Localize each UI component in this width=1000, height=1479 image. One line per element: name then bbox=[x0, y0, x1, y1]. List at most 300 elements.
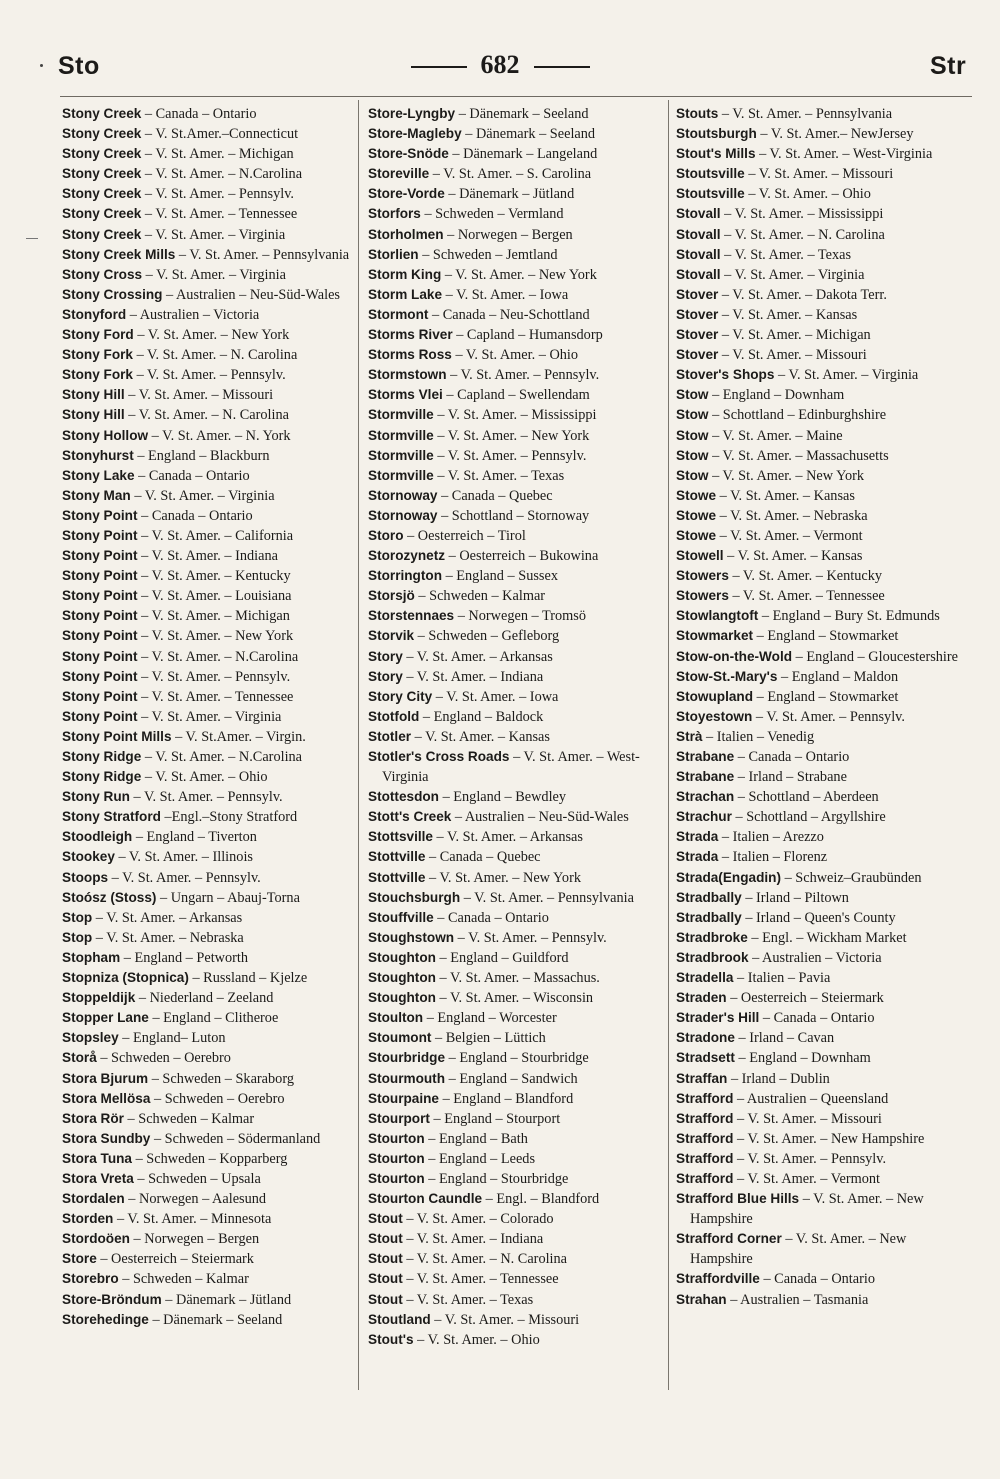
entry-place-name: Strafford bbox=[676, 1090, 734, 1106]
gazetteer-entry bbox=[368, 787, 662, 807]
entry-place-name: Stora Rör bbox=[62, 1110, 124, 1126]
entry-place-name: Stott's Creek bbox=[368, 809, 452, 825]
entry-location: – Capland – Humansdorp bbox=[456, 327, 603, 344]
entry-place-name: Stowe bbox=[676, 527, 717, 543]
entry-location: – V. St. Amer. – Pennsylv. bbox=[437, 447, 587, 464]
gazetteer-entry bbox=[62, 647, 352, 667]
entry-place-name: Storvik bbox=[368, 628, 415, 644]
entry-location: – V. St. Amer. – Louisiana bbox=[141, 588, 292, 605]
entry-location: – V. St. Amer. – Virginia bbox=[141, 708, 282, 725]
entry-place-name: Stony Ridge bbox=[62, 769, 142, 785]
entry-location: – Italien – Arezzo bbox=[721, 829, 824, 846]
entry-location: – V. St. Amer. – N.Carolina bbox=[144, 166, 303, 183]
entry-location: – V. St. Amer. – Virginia bbox=[724, 266, 865, 283]
entry-location: – V. St. Amer. – Missouri bbox=[721, 347, 867, 364]
gazetteer-entry bbox=[368, 1209, 662, 1229]
gazetteer-entry bbox=[368, 1149, 662, 1169]
entry-location: – England – Bury St. Edmunds bbox=[761, 608, 940, 625]
entry-place-name: Stormville bbox=[368, 467, 434, 483]
header-dash-left bbox=[411, 66, 467, 68]
entry-place-name: Stouchsburgh bbox=[368, 889, 461, 905]
gazetteer-entry bbox=[62, 1209, 352, 1229]
entry-place-name: Stornoway bbox=[368, 487, 438, 503]
entry-place-name: Strachur bbox=[676, 809, 732, 825]
gazetteer-entry bbox=[368, 1028, 662, 1048]
entry-place-name: Stop bbox=[62, 929, 93, 945]
gazetteer-entry bbox=[368, 526, 662, 546]
entry-location: – Irland – Dublin bbox=[730, 1070, 830, 1087]
gazetteer-entry bbox=[368, 1008, 662, 1028]
entry-place-name: Stottville bbox=[368, 849, 426, 865]
entry-location: – V. St. Amer. – Pennsylv. bbox=[133, 789, 283, 806]
entry-location: – V. St. Amer. – Tennessee bbox=[732, 588, 885, 605]
gazetteer-entry bbox=[676, 184, 972, 204]
entry-location: – V. St. Amer. – New York bbox=[444, 266, 597, 283]
entry-place-name: Stradsett bbox=[676, 1050, 735, 1066]
entry-location: – V. St. Amer. – Ohio bbox=[455, 347, 579, 364]
gazetteer-entry bbox=[676, 345, 972, 365]
entry-place-name: Stottsville bbox=[368, 829, 433, 845]
entry-place-name: Stony Run bbox=[62, 789, 130, 805]
gazetteer-entry bbox=[368, 707, 662, 727]
gazetteer-entry bbox=[62, 868, 352, 888]
column-1 bbox=[62, 104, 352, 1330]
entry-place-name: Stourton bbox=[368, 1150, 425, 1166]
entry-location: – V. St. Amer. – N.Carolina bbox=[144, 749, 303, 765]
entry-location: – V. St. Amer. – Kentucky bbox=[732, 568, 883, 585]
entry-place-name: Stradbally bbox=[676, 889, 742, 905]
entry-place-name: Stowell bbox=[676, 548, 724, 564]
entry-place-name: Stony Creek bbox=[62, 166, 142, 182]
entry-place-name: Store bbox=[62, 1251, 97, 1267]
entry-location: – V. St. Amer. – Michigan bbox=[721, 327, 871, 344]
gazetteer-entry bbox=[62, 988, 352, 1008]
entry-location: – V. St. Amer. – Pennsylvania bbox=[178, 246, 350, 263]
gazetteer-entry bbox=[368, 506, 662, 526]
entry-location: – V. St. Amer. – Kansas bbox=[414, 728, 550, 745]
entry-place-name: Stovall bbox=[676, 226, 721, 242]
gazetteer-entry bbox=[62, 707, 352, 727]
gazetteer-entry bbox=[676, 446, 972, 466]
entry-place-name: Stoppeldijk bbox=[62, 990, 136, 1006]
entry-place-name: Stony Hollow bbox=[62, 427, 149, 443]
gazetteer-entry bbox=[368, 586, 662, 606]
entry-location: – V. St. Amer. – Kentucky bbox=[141, 568, 291, 585]
entry-place-name: Stradella bbox=[676, 970, 734, 986]
entry-place-name: Stopper Lane bbox=[62, 1010, 149, 1026]
entry-location: – Canada – Ontario bbox=[737, 749, 850, 765]
gazetteer-entry bbox=[368, 1169, 662, 1189]
entry-location: – Norwegen – Aalesund bbox=[128, 1191, 267, 1208]
entry-place-name: Stottville bbox=[368, 869, 426, 885]
entry-place-name: Storehedinge bbox=[62, 1311, 149, 1327]
entry-location: – V. St. Amer. – West-Virginia bbox=[759, 146, 933, 163]
gazetteer-entry bbox=[368, 968, 662, 988]
gazetteer-entry bbox=[368, 1048, 662, 1068]
entry-location: – V. St. Amer. – Ohio bbox=[144, 769, 268, 786]
entry-place-name: Stony Creek bbox=[62, 186, 142, 202]
entry-place-name: Stovall bbox=[676, 266, 721, 282]
entry-place-name: Stony Creek bbox=[62, 126, 142, 142]
gazetteer-entry bbox=[676, 506, 972, 526]
gazetteer-entry bbox=[62, 747, 352, 767]
entry-place-name: Stow bbox=[676, 447, 709, 463]
gazetteer-entry bbox=[676, 566, 972, 586]
gazetteer-entry bbox=[368, 466, 662, 486]
entry-place-name: Stoughton bbox=[368, 970, 436, 986]
gazetteer-entry bbox=[368, 687, 662, 707]
entry-place-name: Store-Lyngby bbox=[368, 106, 456, 121]
entry-place-name: Storholmen bbox=[368, 226, 444, 242]
entry-place-name: Stony Point bbox=[62, 568, 138, 584]
gazetteer-entry bbox=[676, 104, 972, 124]
entry-location: – V. St. Amer. – Pennsylv. bbox=[136, 367, 286, 384]
gazetteer-entry bbox=[62, 1290, 352, 1310]
entry-location: – Dänemark – Seeland bbox=[458, 106, 589, 122]
entry-place-name: Stover bbox=[676, 347, 719, 363]
gazetteer-entry bbox=[676, 265, 972, 285]
gazetteer-entry bbox=[62, 687, 352, 707]
entry-location: – V. St. Amer. – Michigan bbox=[144, 146, 294, 163]
gazetteer-entry bbox=[676, 807, 972, 827]
gazetteer-entry bbox=[62, 486, 352, 506]
entry-place-name: Storrington bbox=[368, 568, 442, 584]
entry-location: – Canada – Ontario bbox=[138, 467, 250, 484]
entry-place-name: Stony Point bbox=[62, 648, 138, 664]
entry-place-name: Stow bbox=[676, 427, 709, 443]
gazetteer-entry bbox=[676, 1129, 972, 1149]
entry-place-name: Strafford Corner bbox=[676, 1231, 782, 1247]
entry-place-name: Stony Ridge bbox=[62, 749, 142, 764]
entry-place-name: Stony Creek bbox=[62, 206, 142, 222]
entry-place-name: Stover's Shops bbox=[676, 367, 775, 383]
gazetteer-entry bbox=[62, 1229, 352, 1249]
gazetteer-entry bbox=[368, 1129, 662, 1149]
entry-place-name: Stow-on-the-Wold bbox=[676, 648, 793, 664]
entry-location: – Australien – Tasmania bbox=[730, 1291, 869, 1308]
entry-location: – V. St. Amer. – Texas bbox=[724, 246, 852, 263]
gazetteer-entry bbox=[368, 204, 662, 224]
entry-place-name: Strachan bbox=[676, 789, 735, 805]
gazetteer-entry bbox=[62, 265, 352, 285]
gazetteer-entry bbox=[62, 727, 352, 747]
gazetteer-entry bbox=[676, 687, 972, 707]
entry-location: – Dänemark – Langeland bbox=[452, 146, 598, 163]
entry-location: – V. St. Amer. – New Hampshire bbox=[736, 1130, 925, 1147]
entry-location: – Schweden – Gefleborg bbox=[417, 628, 560, 645]
gazetteer-entry bbox=[368, 225, 662, 245]
gazetteer-entry bbox=[676, 1089, 972, 1109]
entry-place-name: Stopsley bbox=[62, 1030, 119, 1046]
entry-place-name: Stora Vreta bbox=[62, 1170, 134, 1186]
gazetteer-entry bbox=[368, 1290, 662, 1310]
gazetteer-entry bbox=[62, 667, 352, 687]
gazetteer-entry bbox=[676, 968, 972, 988]
entry-place-name: Storlien bbox=[368, 246, 419, 262]
entry-location: – V. St. Amer. – Mississippi bbox=[724, 206, 884, 223]
gazetteer-entry bbox=[62, 1089, 352, 1109]
gazetteer-entry bbox=[368, 988, 662, 1008]
gazetteer-entry bbox=[62, 847, 352, 867]
gazetteer-entry bbox=[676, 204, 972, 224]
entry-place-name: Stout's Mills bbox=[676, 146, 756, 162]
gazetteer-entry bbox=[676, 747, 972, 767]
gazetteer-entry bbox=[62, 184, 352, 204]
entry-location: – V. St. Amer. – Pennsylvania bbox=[721, 106, 893, 122]
gazetteer-entry bbox=[62, 405, 352, 425]
gazetteer-entry bbox=[676, 586, 972, 606]
entry-location: – Schweden – Kalmar bbox=[127, 1110, 255, 1127]
entry-location: – Schottland – Aberdeen bbox=[737, 789, 879, 806]
gazetteer-entry bbox=[62, 526, 352, 546]
entry-place-name: Strabane bbox=[676, 749, 735, 764]
gazetteer-entry bbox=[62, 225, 352, 245]
gazetteer-entry bbox=[676, 164, 972, 184]
entry-place-name: Stradbally bbox=[676, 909, 742, 925]
gazetteer-entry bbox=[676, 606, 972, 626]
entry-location: – Schottland – Stornoway bbox=[441, 507, 590, 524]
entry-location: – Norwegen – Bergen bbox=[133, 1231, 260, 1248]
entry-place-name: Strafford bbox=[676, 1170, 734, 1186]
entry-location: – V. St. Amer. – Pennsylv. bbox=[144, 186, 294, 203]
header-dash-right bbox=[534, 66, 590, 68]
entry-location: – V. St. Amer. – Nebraska bbox=[719, 507, 868, 524]
entry-place-name: Stowmarket bbox=[676, 628, 754, 644]
gazetteer-entry bbox=[368, 405, 662, 425]
gazetteer-entry bbox=[62, 1249, 352, 1269]
entry-location: – V. St. Amer. – Vermont bbox=[719, 527, 863, 544]
gazetteer-entry bbox=[368, 184, 662, 204]
entry-location: – England – Downham bbox=[738, 1050, 871, 1067]
gazetteer-entry bbox=[676, 1269, 972, 1289]
entry-location: – England – Stowmarket bbox=[756, 628, 899, 645]
entry-place-name: Straffordville bbox=[676, 1271, 760, 1287]
gazetteer-entry bbox=[676, 1149, 972, 1169]
gazetteer-entry bbox=[368, 285, 662, 305]
entry-place-name: Stony Creek bbox=[62, 226, 142, 242]
entry-place-name: Stourpaine bbox=[368, 1090, 439, 1106]
entry-location: – V. St. Amer. – Mississippi bbox=[437, 407, 597, 424]
gazetteer-entry bbox=[676, 667, 972, 687]
entry-place-name: Strada bbox=[676, 849, 719, 865]
gazetteer-entry bbox=[368, 888, 662, 908]
gazetteer-entry bbox=[368, 1109, 662, 1129]
entry-location: – V. St. Amer. – N. York bbox=[151, 427, 291, 444]
gazetteer-entry bbox=[368, 124, 662, 144]
gazetteer-entry bbox=[676, 1109, 972, 1129]
entry-place-name: Stormville bbox=[368, 407, 434, 423]
entry-place-name: Stony Creek bbox=[62, 146, 142, 162]
gazetteer-entry bbox=[368, 1269, 662, 1289]
entry-location: – Schweden – Jemtland bbox=[422, 246, 558, 263]
entry-place-name: Storm Lake bbox=[368, 286, 443, 302]
entry-place-name: Stowe bbox=[676, 487, 717, 503]
gazetteer-entry bbox=[368, 908, 662, 928]
entry-place-name: Stowlangtoft bbox=[676, 608, 759, 624]
gazetteer-entry bbox=[676, 1008, 972, 1028]
gazetteer-entry bbox=[62, 546, 352, 566]
gazetteer-entry bbox=[676, 727, 972, 747]
entry-location: – Norwegen – Bergen bbox=[447, 226, 573, 243]
entry-place-name: Stony Point bbox=[62, 708, 138, 724]
entry-location: – V. St. Amer. – New York bbox=[712, 467, 865, 484]
entry-place-name: Storo bbox=[368, 527, 404, 543]
entry-place-name: Stout bbox=[368, 1271, 403, 1287]
entry-place-name: Stotfold bbox=[368, 708, 420, 724]
entry-location: – V. St. Amer. – Virginia bbox=[134, 487, 275, 504]
entry-place-name: Strafford Blue Hills bbox=[676, 1191, 800, 1207]
entry-place-name: Stoughton bbox=[368, 990, 436, 1006]
entry-place-name: Stouts bbox=[676, 106, 719, 121]
entry-location: – V. St. Amer. – Arkansas bbox=[95, 909, 243, 926]
entry-place-name: Strada(Engadin) bbox=[676, 869, 781, 885]
entry-place-name: Strahan bbox=[676, 1291, 727, 1307]
entry-location: – V. St. Amer. – New York bbox=[137, 327, 290, 344]
entry-place-name: Stradbroke bbox=[676, 929, 748, 945]
gazetteer-entry bbox=[676, 868, 972, 888]
entry-place-name: Stow bbox=[676, 407, 709, 423]
entry-place-name: Stout's bbox=[368, 1331, 414, 1347]
entry-place-name: Stopham bbox=[62, 949, 121, 965]
entry-location: – Schweden – Upsala bbox=[137, 1170, 261, 1187]
header-left-keyword: Sto bbox=[58, 52, 100, 80]
gazetteer-entry bbox=[676, 767, 972, 787]
gazetteer-entry bbox=[676, 928, 972, 948]
entry-location: – V. St. Amer. – N.Carolina bbox=[141, 648, 299, 665]
entry-location: – Australien – Victoria bbox=[129, 306, 260, 323]
gazetteer-entry bbox=[368, 1089, 662, 1109]
entry-location: – Canada – Neu-Schottland bbox=[432, 306, 590, 323]
gazetteer-entry bbox=[676, 426, 972, 446]
entry-location: – V. St. Amer. – Pennsylv. bbox=[450, 367, 600, 384]
gazetteer-entry bbox=[676, 365, 972, 385]
entry-place-name: Storsjö bbox=[368, 588, 415, 604]
entry-location: – Norwegen – Tromsö bbox=[457, 608, 586, 625]
entry-place-name: Stout bbox=[368, 1291, 403, 1307]
entry-location: – V. St. Amer. – N. Carolina bbox=[128, 407, 289, 424]
column-3 bbox=[676, 104, 972, 1310]
entry-location: – Schweden – Skaraborg bbox=[151, 1070, 294, 1087]
entry-place-name: Stottesdon bbox=[368, 789, 439, 805]
entry-place-name: Stoutsburgh bbox=[676, 126, 757, 142]
gazetteer-entry bbox=[676, 908, 972, 928]
entry-place-name: Stornoway bbox=[368, 507, 438, 523]
header-right-keyword: Str bbox=[930, 52, 967, 80]
gazetteer-entry bbox=[368, 546, 662, 566]
gazetteer-entry bbox=[368, 1229, 662, 1249]
entry-location: – England – Blandford bbox=[442, 1090, 574, 1107]
entry-location: – Italien – Pavia bbox=[737, 970, 831, 987]
entry-place-name: Storstennaes bbox=[368, 608, 455, 624]
entry-place-name: Stora Sundby bbox=[62, 1130, 151, 1146]
entry-place-name: Storebro bbox=[62, 1271, 119, 1287]
gazetteer-entry bbox=[368, 446, 662, 466]
gazetteer-entry bbox=[368, 747, 662, 787]
entry-location: – V. St. Amer. – Wisconsin bbox=[439, 990, 594, 1007]
entry-location: – V. St. Amer. – Indiana bbox=[141, 548, 278, 565]
entry-location: – V. St. Amer. – S. Carolina bbox=[432, 166, 592, 183]
entry-place-name: Stourport bbox=[368, 1110, 430, 1126]
entry-place-name: Stormville bbox=[368, 447, 434, 463]
gazetteer-entry bbox=[368, 847, 662, 867]
entry-location: – V. St. Amer. – Iowa bbox=[435, 688, 559, 705]
entry-location: – Irland – Piltown bbox=[745, 889, 849, 906]
entry-location: – V. St. Amer. – Arkansas bbox=[406, 648, 553, 665]
entry-location: – V. St.Amer. – Virgin. bbox=[175, 728, 306, 745]
margin-mark bbox=[26, 238, 38, 239]
gazetteer-entry bbox=[62, 305, 352, 325]
entry-location: – Dänemark – Jütland bbox=[165, 1291, 292, 1308]
gazetteer-entry bbox=[62, 1028, 352, 1048]
entry-location: – V. St. Amer. – Kansas bbox=[719, 487, 855, 504]
entry-location: – England – Sandwich bbox=[448, 1070, 578, 1087]
gazetteer-entry bbox=[368, 1069, 662, 1089]
entry-location: – V. St. Amer. – Illinois bbox=[118, 849, 253, 866]
gazetteer-entry bbox=[368, 144, 662, 164]
entry-location: – Schweden – Oerebro bbox=[100, 1050, 231, 1067]
entry-location: – Canada – Ontario bbox=[437, 909, 549, 926]
entry-location: – V. St. Amer. – Massachus. bbox=[439, 970, 600, 987]
entry-location: – V. St. Amer. – Pennsylv. bbox=[457, 929, 607, 946]
entry-place-name: Stony Point bbox=[62, 628, 138, 644]
entry-place-name: Store-Bröndum bbox=[62, 1291, 162, 1307]
gazetteer-entry bbox=[62, 1149, 352, 1169]
gazetteer-entry bbox=[368, 827, 662, 847]
entry-location: – V. St. Amer. – Pennsylv. bbox=[111, 869, 261, 886]
entry-location: – V. St. Amer. – New Hampshire bbox=[690, 1191, 924, 1228]
gazetteer-entry bbox=[368, 928, 662, 948]
entry-place-name: Stopniza (Stopnica) bbox=[62, 970, 189, 986]
entry-place-name: Stony Point Mills bbox=[62, 728, 172, 744]
gazetteer-entry bbox=[676, 827, 972, 847]
gazetteer-entry bbox=[62, 1048, 352, 1068]
entry-place-name: Strada bbox=[676, 829, 719, 845]
gazetteer-entry bbox=[62, 1269, 352, 1289]
entry-location: – V. St. Amer. – Dakota Terr. bbox=[721, 286, 887, 303]
gazetteer-entry bbox=[368, 606, 662, 626]
gazetteer-entry bbox=[676, 526, 972, 546]
entry-place-name: Storeville bbox=[368, 166, 430, 182]
entry-location: – England– Luton bbox=[122, 1030, 226, 1047]
entry-place-name: Strafford bbox=[676, 1130, 734, 1146]
entry-place-name: Stouffville bbox=[368, 909, 434, 925]
entry-location: – V. St. Amer. – Virginia bbox=[145, 266, 286, 283]
entry-location: – England – Stowmarket bbox=[756, 688, 899, 705]
entry-location: – V. St. Amer. – Tennessee bbox=[406, 1271, 559, 1288]
entry-place-name: Stony Stratford bbox=[62, 809, 161, 825]
entry-place-name: Story bbox=[368, 668, 403, 684]
entry-location: – England – Stourbridge bbox=[448, 1050, 589, 1067]
gazetteer-entry bbox=[368, 727, 662, 747]
gazetteer-entry bbox=[676, 847, 972, 867]
entry-location: – V. St. Amer. – Massachusetts bbox=[712, 447, 889, 464]
gazetteer-entry bbox=[62, 1129, 352, 1149]
gazetteer-entry bbox=[368, 365, 662, 385]
entry-place-name: Stony Hill bbox=[62, 387, 125, 403]
entry-place-name: Stoumont bbox=[368, 1030, 432, 1046]
gazetteer-entry bbox=[62, 285, 352, 305]
entry-location: – England – Worcester bbox=[426, 1010, 557, 1027]
entry-place-name: Story bbox=[368, 648, 403, 664]
gazetteer-entry bbox=[62, 566, 352, 586]
gazetteer-entry bbox=[62, 888, 352, 908]
gazetteer-entry bbox=[62, 767, 352, 787]
page-number-header bbox=[0, 50, 1000, 80]
gazetteer-entry bbox=[368, 647, 662, 667]
entry-location: – V. St. Amer. – California bbox=[141, 527, 294, 544]
entry-place-name: Stony Cross bbox=[62, 266, 143, 282]
gazetteer-entry bbox=[676, 707, 972, 727]
